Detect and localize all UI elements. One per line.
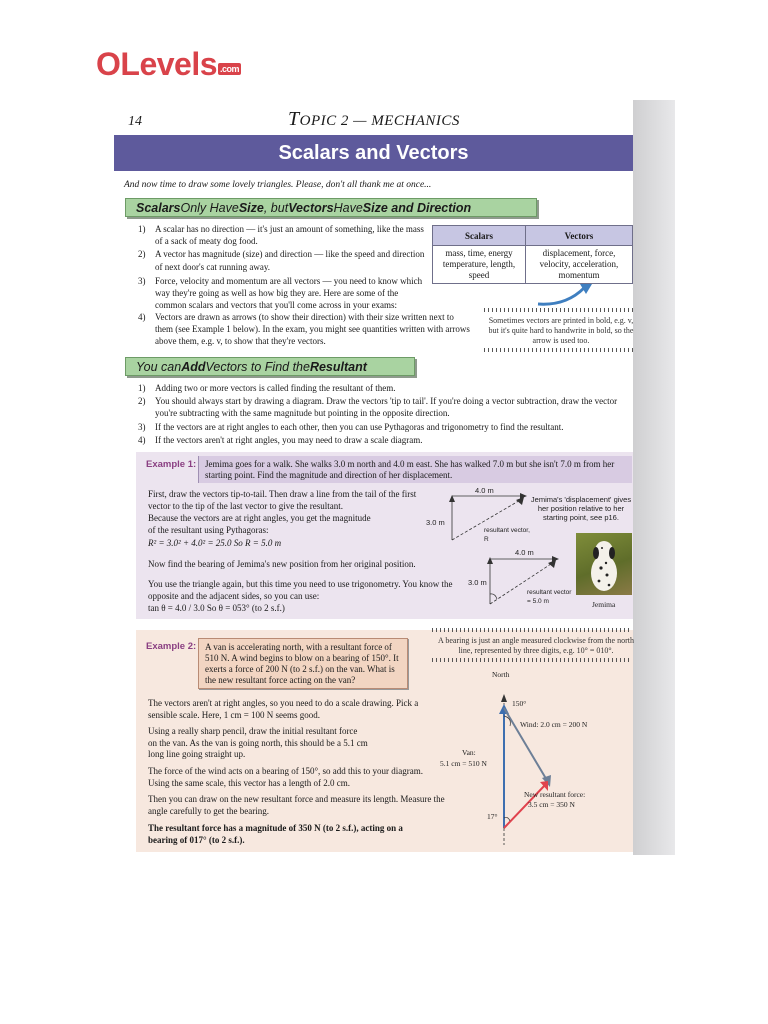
heading-part: Have xyxy=(333,200,363,215)
example-2-label: Example 2: xyxy=(146,641,197,652)
scalars-vectors-list-3 xyxy=(124,311,474,349)
dalmatian-icon xyxy=(576,533,632,595)
wind-label: Wind: 2.0 cm = 200 N xyxy=(520,720,588,729)
photo-caption: Jemima xyxy=(592,600,616,609)
list-item: 1) Adding two or more vectors is called finding the resultant of them. xyxy=(138,383,396,393)
topic-rest2: ECHANICS xyxy=(384,113,460,129)
jemima-dog-photo xyxy=(576,533,632,595)
list-item: 2) You should always start by drawing a diagram. Draw the vectors 'tip to tail'. If you're doing a vector subtraction, draw the vector you're subtracting with the same magnitude but pointing in the opposite direction. xyxy=(138,396,618,419)
note-decoration xyxy=(432,628,632,632)
logo-com: .com xyxy=(220,64,240,74)
list-item-text: A vector has magnitude (size) and direction — like the speed and direction of next door's cat running away. xyxy=(155,249,425,272)
example-1-step-2: Because the vectors are at right angles, you get the magnitude of the resultant using Pythagoras: xyxy=(148,513,371,535)
list-item-text: If the vectors aren't at right angles, you may need to draw a scale diagram. xyxy=(155,434,423,445)
example-1-label: Example 1: xyxy=(146,459,197,470)
example-2-step-2: Using a really sharp pencil, draw the initial resultant force on the van. As the van is going north, this should be a 5.1 cm long line going straight up. xyxy=(148,726,368,759)
example-1-equation-2: tan θ = 4.0 / 3.0 So θ = 053° (to 2 s.f.) xyxy=(148,603,285,613)
list-item-text: If the vectors are at right angles to each other, then you can use Pythagoras and trigonometry to find the resultant. xyxy=(155,421,564,432)
table-cell-vectors: displacement, force, velocity, acceleration, momentum xyxy=(525,246,632,284)
example-1-step-1: First, draw the vectors tip-to-tail. Then draw a line from the tail of the first vector to the tip of the last vector to give the resultant. xyxy=(148,489,417,511)
list-item: 4) Vectors are drawn as arrows (to show their direction) with their size written next to them (see Example 1 below). In the exam, you might see quantities written with arrows above them, e.g. v, to show that they're vectors. xyxy=(138,312,470,347)
example-1-step-3: Now find the bearing of Jemima's new position from her original position. xyxy=(148,559,416,569)
list-item: 2) A vector has magnitude (size) and direction — like the speed and direction of next door's cat running away. xyxy=(138,249,425,272)
example-1-step-4: You use the triangle again, but this time you need to use trigonometry. You know the opposite and the adjacent sides, so you can use: xyxy=(148,579,453,601)
site-logo[interactable] xyxy=(96,46,241,83)
heading-part: Scalars xyxy=(136,200,181,215)
heading-part: Resultant xyxy=(309,359,367,374)
table-header-vectors: Vectors xyxy=(525,226,632,246)
angle-150-label: 150° xyxy=(512,699,527,708)
bearing-note: A bearing is just an angle measured clockwise from the north line, represented by three digits, e.g. 10° = 010°. xyxy=(438,636,634,655)
list-item: 1) A scalar has no direction — it's just an amount of something, like the mass of a sack of meaty dog food. xyxy=(138,224,424,247)
displacement-note: Jemima's 'displacement' gives her position relative to her starting point, see p16. xyxy=(530,495,632,522)
heading-part: Only Have xyxy=(180,200,239,215)
fig1-top-label: 4.0 m xyxy=(475,486,494,495)
van-label-2: 5.1 cm = 510 N xyxy=(440,759,487,768)
bold-vectors-note: Sometimes vectors are printed in bold, e.g. v, but it's quite hard to handwrite in bold, so the arrow is used too. xyxy=(488,316,634,345)
topic-initial: T xyxy=(288,108,300,130)
example-2-answer: The resultant force has a magnitude of 350 N (to 2 s.f.), acting on a bearing of 017° (to 2 s.f.). xyxy=(148,823,403,845)
note-decoration xyxy=(484,348,634,352)
example-1-question: Jemima goes for a walk. She walks 3.0 m north and 4.0 m east. She has walked 7.0 m but she isn't 7.0 m from her starting point. Find the magnitude and direction of her displacement. xyxy=(198,456,632,483)
heading-part: Vectors xyxy=(288,200,334,215)
scalars-vectors-list xyxy=(124,223,428,274)
new-resultant-label-1: New resultant force: xyxy=(524,790,586,799)
section-heading-resultant xyxy=(125,357,415,376)
table-header-scalars: Scalars xyxy=(433,226,526,246)
van-label-1: Van: xyxy=(462,748,476,757)
heading-part: Add xyxy=(181,359,206,374)
note-decoration xyxy=(484,308,634,312)
fig1-left-label: 3.0 m xyxy=(426,518,445,527)
fig2-left-label: 3.0 m xyxy=(468,578,487,587)
list-item: 3) Force, velocity and momentum are all vectors — you need to know which way they're going as well as how big they are. Here are some of the common scalars and vectors that you'll come across in your exams: xyxy=(138,276,423,311)
new-resultant-label-2: 3.5 cm = 350 N xyxy=(528,800,575,809)
page-number: 14 xyxy=(128,114,142,129)
topic-header xyxy=(288,108,460,131)
page-edge-shadow xyxy=(633,100,675,855)
list-item-text: A scalar has no direction — it's just an amount of something, like the mass of a sack of meaty dog food. xyxy=(155,224,424,247)
heading-part: , but xyxy=(263,200,289,215)
curved-arrow-icon xyxy=(536,282,596,308)
section-heading-scalars-vectors xyxy=(125,198,537,217)
intro-text: And now time to draw some lovely triangles. Please, don't all thank me at once... xyxy=(124,180,432,190)
angle-17-label: 17° xyxy=(487,812,498,821)
resultant-list xyxy=(124,382,636,447)
heading-part: You can xyxy=(136,359,182,374)
example-2-step-3: The force of the wind acts on a bearing of 150°, so add this to your diagram. Using the same scale, this vector has a length of 2.0 cm. xyxy=(148,766,424,788)
fig1-resultant-label: resultant vector, R xyxy=(484,527,530,543)
list-item-text: You should always start by drawing a diagram. Draw the vectors 'tip to tail'. If you're doing a vector subtraction, draw the vector you're subtracting with the same magnitude but pointing in the opposite direction. xyxy=(155,396,618,419)
fig2-top-label: 4.0 m xyxy=(515,548,534,557)
topic-rest: OPIC 2 — M xyxy=(299,113,385,129)
page-title: Scalars and Vectors xyxy=(114,135,633,171)
heading-part: Vectors to Find the xyxy=(205,359,310,374)
note-decoration xyxy=(432,658,632,662)
logo-text: OLevels xyxy=(96,46,218,82)
example-1-equation-1: R² = 3.0² + 4.0² = 25.0 So R = 5.0 m xyxy=(148,538,282,548)
list-item: 3) If the vectors are at right angles to each other, then you can use Pythagoras and trigonometry to find the resultant. xyxy=(138,421,564,432)
scalars-vectors-table xyxy=(432,225,633,284)
list-item: 4) If the vectors aren't at right angles, you may need to draw a scale diagram. xyxy=(138,434,423,445)
example-2-step-1: The vectors aren't at right angles, so you need to do a scale drawing. Pick a sensible scale. Here, 1 cm = 100 N seems good. xyxy=(148,698,419,720)
table-cell-scalars: mass, time, energy temperature, length, speed xyxy=(433,246,526,284)
list-item-text: Vectors are drawn as arrows (to show their direction) with their size written next to them (see Example 1 below). In the exam, you might see quantities written with arrows above them, e.g. v, to show that they're vectors. xyxy=(155,312,470,347)
heading-part: Size xyxy=(238,200,264,215)
north-label: North xyxy=(492,670,510,679)
heading-part: Size and Direction xyxy=(362,200,472,215)
fig2-resultant-label: resultant vector = 5.0 m xyxy=(527,589,572,605)
list-item-text: Force, velocity and momentum are all vectors — you need to know which way they're going as well as how big they are. Here are some of the common scalars and vectors that you'll come across in your exams: xyxy=(155,276,423,311)
list-item-text: Adding two or more vectors is called finding the resultant of them. xyxy=(155,383,396,393)
example-2-question: A van is accelerating north, with a resultant force of 510 N. A wind begins to blow on a bearing of 150°. It exerts a force of 200 N (to 2 s.f.) on the van. What is the new resultant force acting on the van? xyxy=(198,638,408,689)
example-2-step-4: Then you can draw on the new resultant force and measure its length. Measure the angle carefully to get the bearing. xyxy=(148,794,445,816)
